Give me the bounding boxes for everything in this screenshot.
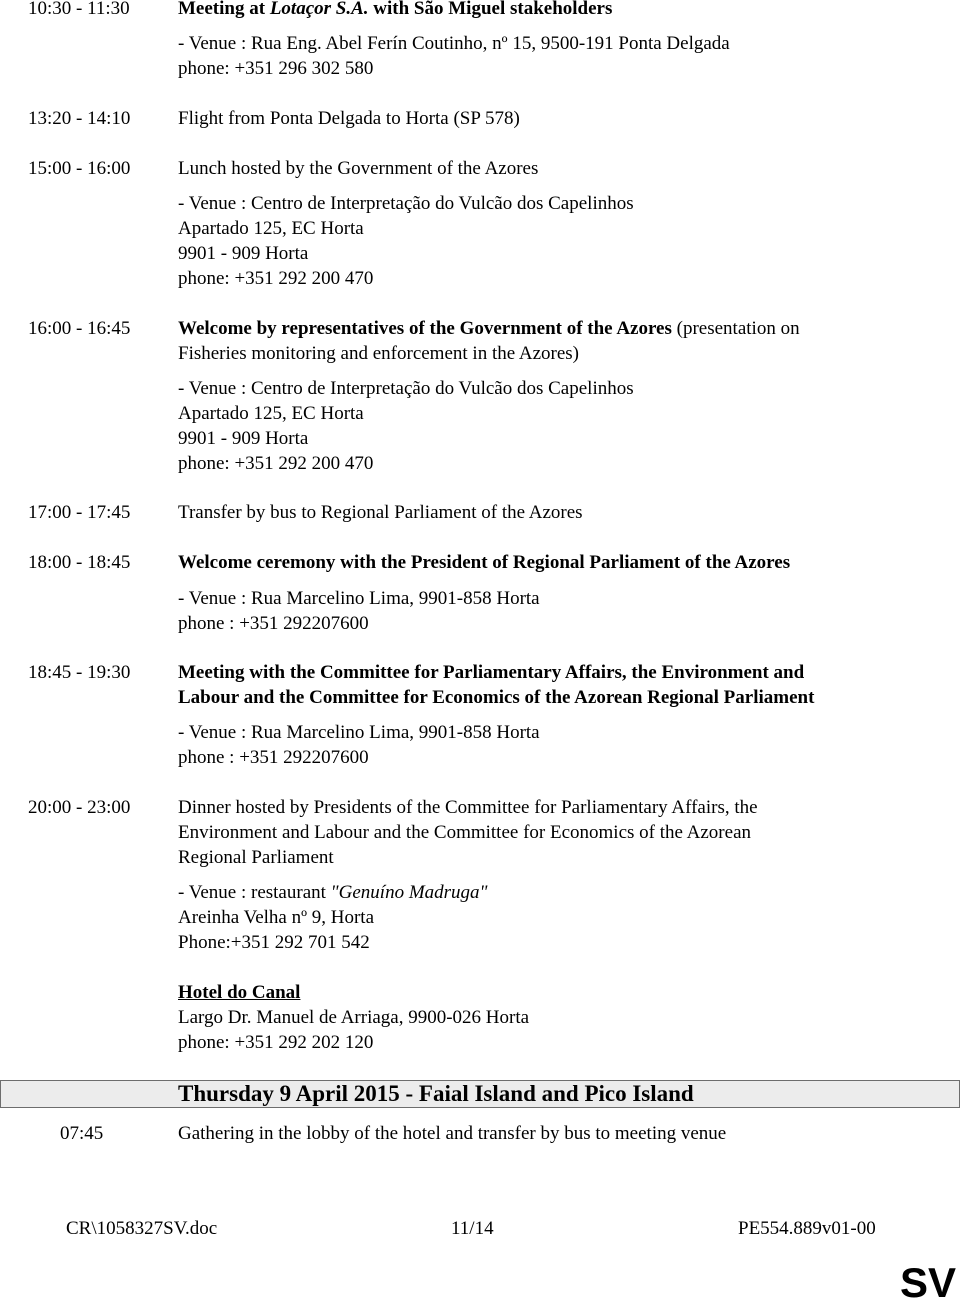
event-time: 07:45 xyxy=(60,1123,104,1144)
event-phone: phone: +351 296 302 580 xyxy=(178,58,374,79)
event-title-rest: (presentation on xyxy=(671,318,800,339)
event-time: 15:00 - 16:00 xyxy=(28,158,131,179)
event-title-line: Dinner hosted by Presidents of the Committee for Parliamentary Affairs, the xyxy=(178,797,758,818)
event-phone: phone: +351 292 200 470 xyxy=(178,268,374,289)
event-time: 20:00 - 23:00 xyxy=(28,797,131,818)
event-title xyxy=(178,0,612,21)
day-heading: Thursday 9 April 2015 - Faial Island and Pico Island xyxy=(178,1081,694,1106)
event-title: Lunch hosted by the Government of the Azores xyxy=(178,158,539,179)
event-time: 18:45 - 19:30 xyxy=(28,662,131,683)
event-title-line: Regional Parliament xyxy=(178,847,334,868)
event-title xyxy=(178,316,800,341)
event-phone: phone : +351 292207600 xyxy=(178,747,369,768)
hotel-name: Hotel do Canal xyxy=(178,982,301,1003)
event-venue: - Venue : Rua Eng. Abel Ferín Coutinho, nº 15, 9500-191 Ponta Delgada xyxy=(178,33,730,54)
event-time: 18:00 - 18:45 xyxy=(28,552,131,573)
event-title-part: with São Miguel stakeholders xyxy=(368,0,613,19)
event-title-line: Meeting with the Committee for Parliamentary Affairs, the Environment and xyxy=(178,662,805,683)
footer-doc-ref: CR\1058327SV.doc xyxy=(66,1218,218,1239)
event-time: 16:00 - 16:45 xyxy=(28,318,131,339)
event-venue xyxy=(178,880,488,905)
footer-pe-ref: PE554.889v01-00 xyxy=(738,1218,876,1239)
event-address: Apartado 125, EC Horta xyxy=(178,403,364,424)
footer-page-number: 11/14 xyxy=(451,1218,494,1239)
event-address: 9901 - 909 Horta xyxy=(178,428,309,449)
event-title-line: Fisheries monitoring and enforcement in the Azores) xyxy=(178,343,580,364)
event-title-company: Lotaçor S.A. xyxy=(269,0,369,19)
event-phone: phone : +351 292207600 xyxy=(178,613,369,634)
event-venue-restaurant: "Genuíno Madruga" xyxy=(330,882,488,903)
event-time: 17:00 - 17:45 xyxy=(28,502,131,523)
event-address: 9901 - 909 Horta xyxy=(178,243,309,264)
event-address: Apartado 125, EC Horta xyxy=(178,218,364,239)
hotel-address: Largo Dr. Manuel de Arriaga, 9900-026 Horta xyxy=(178,1007,530,1028)
event-time: 13:20 - 14:10 xyxy=(28,108,131,129)
event-title-bold: Welcome by representatives of the Government of the Azores xyxy=(178,318,672,339)
event-title: Flight from Ponta Delgada to Horta (SP 578) xyxy=(178,108,520,129)
footer-language-code: SV xyxy=(900,1259,957,1306)
event-venue: - Venue : Centro de Interpretação do Vulcão dos Capelinhos xyxy=(178,378,634,399)
event-title-line: Labour and the Committee for Economics of the Azorean Regional Parliament xyxy=(178,687,815,708)
event-venue: - Venue : Rua Marcelino Lima, 9901-858 Horta xyxy=(178,588,540,609)
event-title: Gathering in the lobby of the hotel and transfer by bus to meeting venue xyxy=(178,1123,727,1144)
event-venue: - Venue : Rua Marcelino Lima, 9901-858 Horta xyxy=(178,722,540,743)
event-title-line: Environment and Labour and the Committee for Economics of the Azorean xyxy=(178,822,751,843)
event-address: Areinha Velha nº 9, Horta xyxy=(178,907,375,928)
event-venue-prefix: - Venue : restaurant xyxy=(178,882,331,903)
day-heading-band xyxy=(0,1080,960,1108)
event-phone: phone: +351 292 200 470 xyxy=(178,453,374,474)
hotel-phone: phone: +351 292 202 120 xyxy=(178,1032,374,1053)
event-venue: - Venue : Centro de Interpretação do Vulcão dos Capelinhos xyxy=(178,193,634,214)
event-phone: Phone:+351 292 701 542 xyxy=(178,932,370,953)
event-title: Welcome ceremony with the President of Regional Parliament of the Azores xyxy=(178,552,791,573)
event-title-part: Meeting at xyxy=(178,0,270,19)
event-title: Transfer by bus to Regional Parliament of the Azores xyxy=(178,502,583,523)
event-time: 10:30 - 11:30 xyxy=(28,0,130,19)
